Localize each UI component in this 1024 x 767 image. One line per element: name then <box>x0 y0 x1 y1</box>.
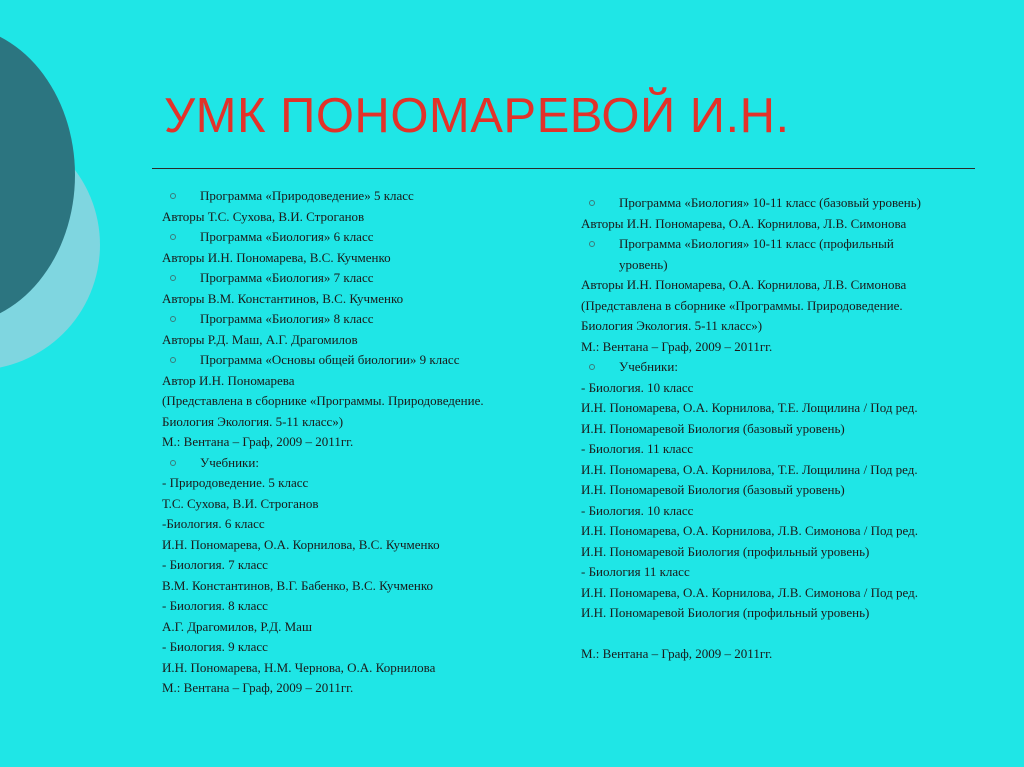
text-line <box>581 255 981 276</box>
bullet-item <box>581 357 981 378</box>
line-text: И.Н. Пономарева, О.А. Корнилова, Т.Е. Лощилина / Под ред. <box>581 400 918 415</box>
slide-title: УМК ПОНОМАРЕВОЙ И.Н. <box>164 89 790 143</box>
line-text: - Природоведение. 5 класс <box>162 475 309 490</box>
text-line <box>162 576 552 597</box>
line-text: М.: Вентана – Граф, 2009 – 2011гг. <box>581 646 773 661</box>
circle-bullet-icon <box>170 193 176 199</box>
line-text: - Биология. 7 класс <box>162 557 268 572</box>
line-text: И.Н. Пономаревой Биология (профильный уровень) <box>581 605 870 620</box>
line-text: Биология Экология. 5-11 класс») <box>162 413 344 429</box>
line-text: Авторы И.Н. Пономарева, В.С. Кучменко <box>162 249 391 265</box>
text-line <box>581 439 981 460</box>
line-text: - Биология. 10 класс <box>581 502 694 518</box>
text-line <box>162 330 552 351</box>
text-line <box>581 644 981 665</box>
line-text: Автор И.Н. Пономарева <box>162 372 295 388</box>
text-line <box>162 596 552 617</box>
line-text: Программа «Биология» 6 класс <box>200 229 374 244</box>
text-line <box>581 501 981 522</box>
line-text: Учебники: <box>619 359 678 374</box>
line-text: И.Н. Пономаревой Биология (базовый уровень) <box>581 420 845 436</box>
text-line <box>162 658 552 679</box>
decorative-circle-dark <box>0 25 75 325</box>
line-text: Авторы Р.Д. Маш, А.Г. Драгомилов <box>162 331 358 347</box>
line-text: Авторы В.М. Константинов, В.С. Кучменко <box>162 290 404 306</box>
circle-bullet-icon <box>170 357 176 363</box>
text-line <box>581 337 981 358</box>
line-text: И.Н. Пономарева, О.А. Корнилова, Л.В. Симонова / Под ред. <box>581 523 918 538</box>
circle-bullet-icon <box>170 460 176 466</box>
line-text: И.Н. Пономаревой Биология (профильный уровень) <box>581 543 870 559</box>
line-text: - Биология. 9 класс <box>162 639 268 654</box>
bullet-item <box>162 350 552 371</box>
line-text: Авторы И.Н. Пономарева, О.А. Корнилова, Л.В. Симонова <box>581 277 907 292</box>
circle-bullet-icon <box>589 364 595 370</box>
text-line <box>581 603 981 624</box>
line-text: Учебники: <box>200 454 259 470</box>
text-line <box>581 583 981 604</box>
line-text: - Биология. 10 класс <box>581 379 694 395</box>
line-text: Биология Экология. 5-11 класс») <box>581 318 763 333</box>
text-line <box>162 412 552 433</box>
text-line <box>581 562 981 583</box>
circle-bullet-icon <box>589 241 595 247</box>
line-text: Авторы И.Н. Пономарева, О.А. Корнилова, Л.В. Симонова <box>581 215 907 231</box>
bullet-item <box>162 227 552 248</box>
text-line <box>162 637 552 658</box>
text-line <box>162 371 552 392</box>
text-line <box>162 289 552 310</box>
circle-bullet-icon <box>170 275 176 281</box>
text-line <box>581 460 981 481</box>
circle-bullet-icon <box>170 316 176 322</box>
line-text: И.Н. Пономарева, О.А. Корнилова, Л.В. Симонова / Под ред. <box>581 584 918 600</box>
text-line <box>581 316 981 337</box>
title-divider <box>152 168 975 169</box>
line-text: Программа «Биология» 8 класс <box>200 311 374 326</box>
bullet-item <box>162 186 552 207</box>
line-text: Т.С. Сухова, В.И. Строганов <box>162 495 319 511</box>
line-text: уровень) <box>619 256 668 272</box>
bullet-item <box>581 234 981 255</box>
text-line <box>581 480 981 501</box>
line-text: Авторы Т.С. Сухова, В.И. Строганов <box>162 208 365 224</box>
line-text: (Представлена в сборнике «Программы. Природоведение. <box>581 297 903 313</box>
decorative-circle-light <box>0 120 100 370</box>
bullet-item <box>162 309 552 330</box>
circle-bullet-icon <box>589 200 595 206</box>
line-text: - Биология 11 класс <box>581 564 690 579</box>
text-line <box>162 207 552 228</box>
line-text: И.Н. Пономарева, О.А. Корнилова, Т.Е. Лощилина / Под ред. <box>581 461 918 477</box>
line-text: И.Н. Пономарева, О.А. Корнилова, В.С. Кучменко <box>162 536 440 552</box>
text-line <box>162 248 552 269</box>
text-line <box>581 378 981 399</box>
line-text: Программа «Биология» 10-11 класс (базовый уровень) <box>619 195 921 210</box>
bullet-item <box>162 453 552 474</box>
text-line <box>581 624 981 645</box>
text-line <box>162 514 552 535</box>
right-column-list <box>581 193 981 665</box>
bullet-item <box>581 193 981 214</box>
line-text: М.: Вентана – Граф, 2009 – 2011гг. <box>162 680 354 695</box>
line-text: Программа «Биология» 7 класс <box>200 270 374 285</box>
text-line <box>581 296 981 317</box>
text-line <box>581 542 981 563</box>
circle-bullet-icon <box>170 234 176 240</box>
line-text: И.Н. Пономаревой Биология (базовый уровень) <box>581 482 845 497</box>
line-text: - Биология. 11 класс <box>581 441 693 456</box>
text-line <box>581 419 981 440</box>
text-line <box>162 494 552 515</box>
text-line <box>162 617 552 638</box>
line-text: Программа «Биология» 10-11 класс (профильный <box>619 236 894 251</box>
text-line <box>162 535 552 556</box>
line-text: -Биология. 6 класс <box>162 516 265 531</box>
left-column-list <box>162 186 552 699</box>
text-line <box>581 398 981 419</box>
bullet-item <box>162 268 552 289</box>
line-text: - Биология. 8 класс <box>162 598 268 613</box>
text-line <box>162 555 552 576</box>
line-text: М.: Вентана – Граф, 2009 – 2011гг. <box>581 338 773 354</box>
line-text: М.: Вентана – Граф, 2009 – 2011гг. <box>162 434 354 449</box>
line-text: Программа «Основы общей биологии» 9 класс <box>200 352 460 367</box>
text-line <box>581 214 981 235</box>
text-line <box>162 678 552 699</box>
text-line <box>581 521 981 542</box>
text-line <box>162 391 552 412</box>
line-text: В.М. Константинов, В.Г. Бабенко, В.С. Кучменко <box>162 577 433 593</box>
text-line <box>162 473 552 494</box>
text-line <box>162 432 552 453</box>
text-line <box>581 275 981 296</box>
line-text: И.Н. Пономарева, Н.М. Чернова, О.А. Корнилова <box>162 659 436 675</box>
line-text: А.Г. Драгомилов, Р.Д. Маш <box>162 618 312 634</box>
line-text: Программа «Природоведение» 5 класс <box>200 188 414 203</box>
line-text: (Представлена в сборнике «Программы. Природоведение. <box>162 393 484 408</box>
